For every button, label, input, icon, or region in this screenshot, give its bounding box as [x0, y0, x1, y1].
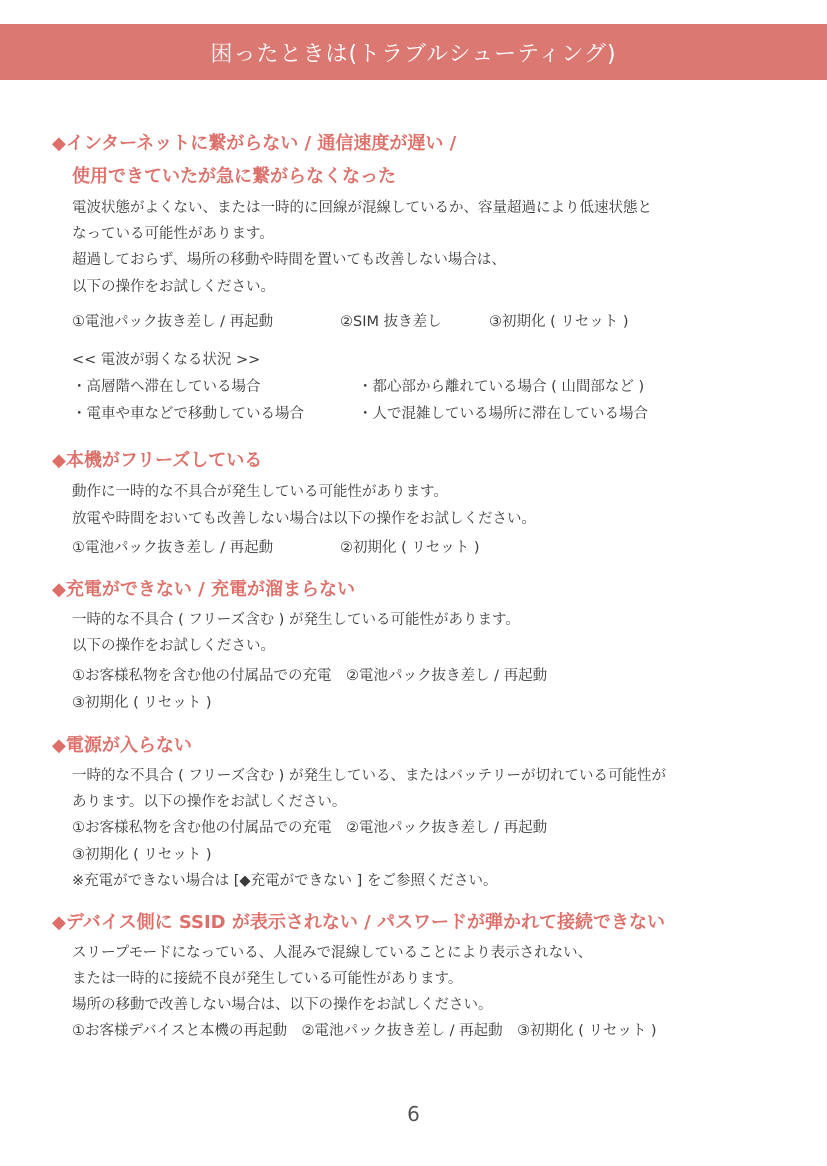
operations-line: ①お客様デバイスと本機の再起動 ②電池パック抜き差し / 再起動 ③初期化 ( リセット )	[72, 1023, 657, 1039]
page-title: 困ったときは(トラブルシューティング)	[210, 41, 617, 67]
operation-item: ②SIM 抜き差し	[340, 314, 442, 330]
operation-item: ③初期化 ( リセット )	[489, 314, 629, 330]
body-line: または一時的に接続不良が発生している可能性があります。	[72, 971, 463, 987]
body-line: 以下の操作をお試しください。	[72, 638, 275, 654]
operation-item: ②初期化 ( リセット )	[340, 540, 480, 556]
operations-list	[72, 309, 629, 335]
operation-item: ①電池パック抜き差し / 再起動	[72, 314, 274, 330]
body-line: 超過しておらず、場所の移動や時間を置いても改善しない場合は、	[72, 252, 506, 268]
section-heading-internet-line2: 使用できていたが急に繋がらなくなった	[72, 166, 396, 187]
body-line: 放電や時間をおいても改善しない場合は以下の操作をお試しください。	[72, 511, 536, 527]
section-heading-power: ◆電源が入らない	[52, 735, 192, 756]
weak-signal-title: << 電波が弱くなる状況 >>	[72, 352, 261, 368]
body-line: 場所の移動で改善しない場合は、以下の操作をお試しください。	[72, 997, 493, 1013]
weak-signal-item: ・高層階へ滞在している場合	[72, 379, 261, 395]
weak-signal-item: ・都心部から離れている場合 ( 山間部など )	[358, 379, 645, 395]
section-heading-charging: ◆充電ができない / 充電が溜まらない	[52, 579, 355, 600]
page-number: 6	[407, 1102, 420, 1126]
weak-signal-item: ・電車や車などで移動している場合	[72, 406, 304, 422]
body-line: なっている可能性があります。	[72, 226, 274, 242]
operation-item: ①電池パック抜き差し / 再起動	[72, 540, 274, 556]
weak-signal-row	[72, 401, 648, 427]
body-line: 以下の操作をお試しください。	[72, 279, 275, 295]
section-heading-ssid: ◆デバイス側に SSID が表示されない / パスワードが弾かれて接続できない	[52, 912, 665, 933]
section-heading-internet: ◆インターネットに繋がらない / 通信速度が遅い /	[52, 133, 457, 154]
weak-signal-row	[72, 374, 644, 400]
weak-signal-item: ・人で混雑している場所に滞在している場合	[358, 406, 648, 422]
operations-line: ③初期化 ( リセット )	[72, 695, 212, 711]
operations-line: ①お客様私物を含む他の付属品での充電 ②電池パック抜き差し / 再起動	[72, 820, 548, 836]
operations-line: ①お客様私物を含む他の付属品での充電 ②電池パック抜き差し / 再起動	[72, 668, 548, 684]
body-line: 電波状態がよくない、または一時的に回線が混線しているか、容量超過により低速状態と	[72, 200, 652, 216]
note-line: ※充電ができない場合は [◆充電ができない ] をご参照ください。	[72, 873, 498, 889]
section-heading-freeze: ◆本機がフリーズしている	[52, 450, 263, 471]
body-line: 動作に一時的な不具合が発生している可能性があります。	[72, 484, 448, 500]
body-line: あります。以下の操作をお試しください。	[72, 794, 347, 810]
body-line: 一時的な不具合 ( フリーズ含む ) が発生している、またはバッテリーが切れている可能性が	[72, 768, 666, 784]
operations-line: ③初期化 ( リセット )	[72, 847, 212, 863]
operations-list	[72, 535, 480, 561]
body-line: スリープモードになっている、人混みで混線していることにより表示されない、	[72, 945, 593, 961]
page-title-banner	[0, 24, 827, 80]
body-line: 一時的な不具合 ( フリーズ含む ) が発生している可能性があります。	[72, 612, 520, 628]
